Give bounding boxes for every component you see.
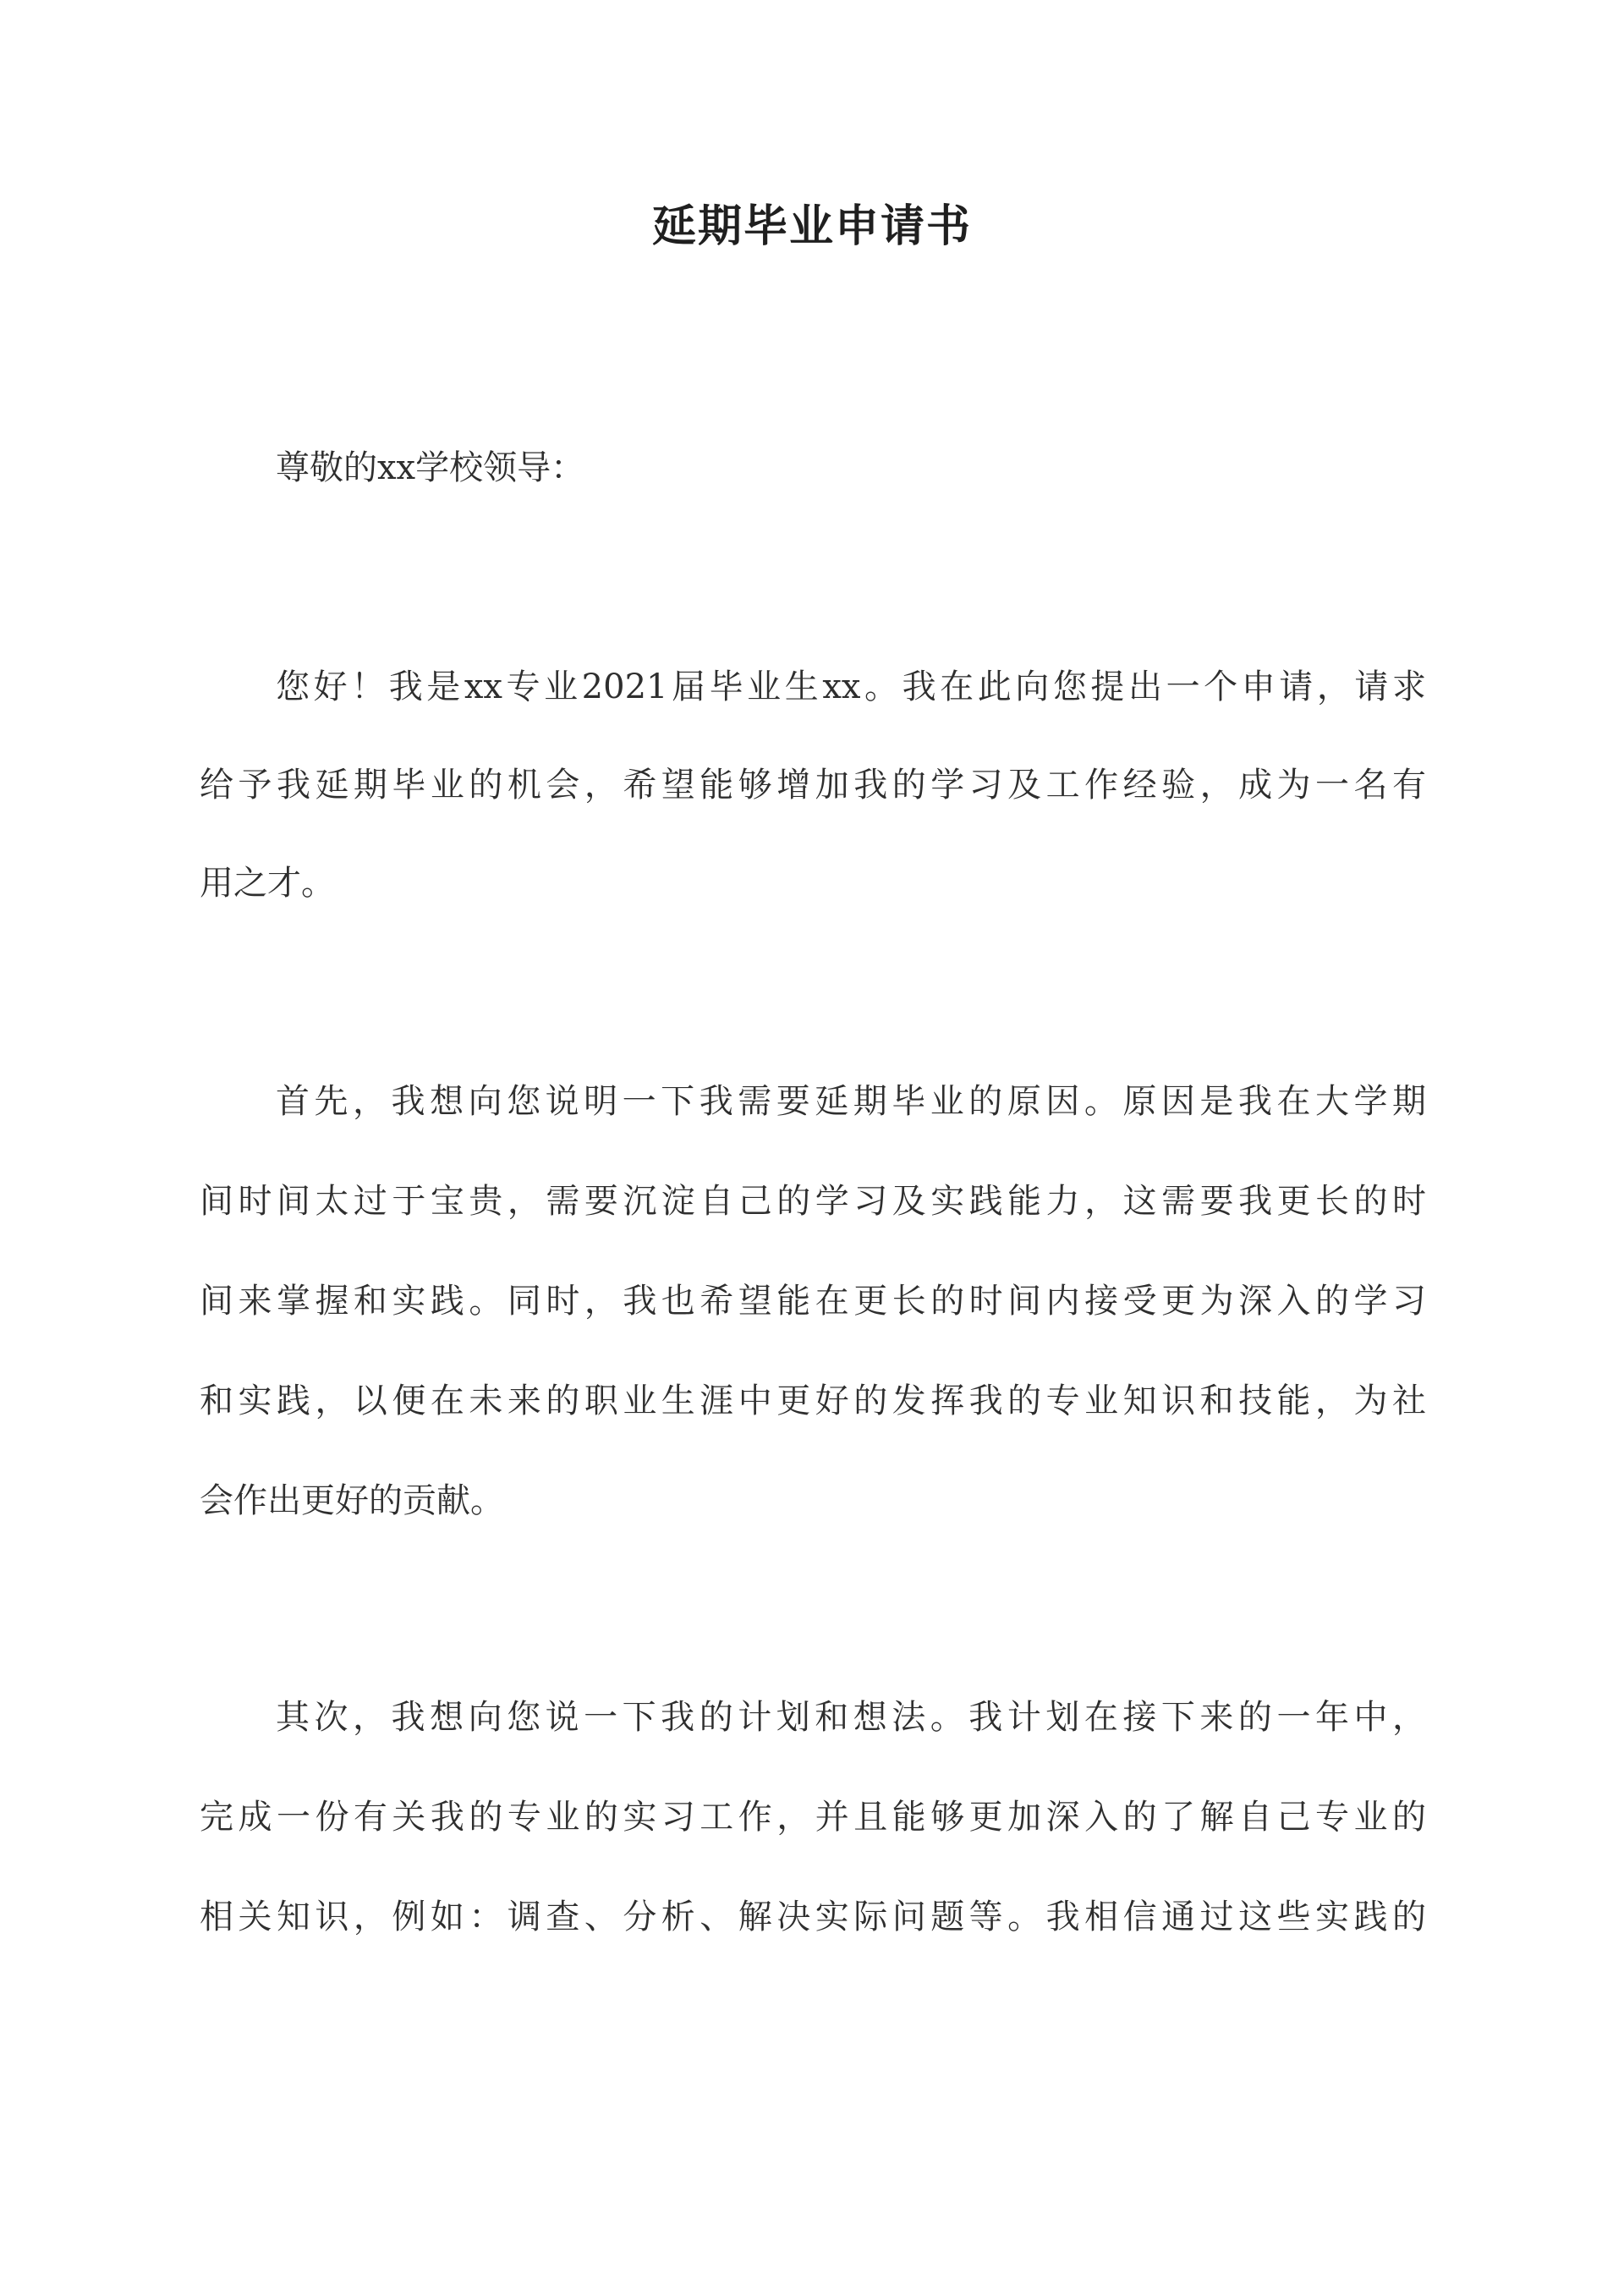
paragraph-2-line-3: 间来掌握和实践。同时，我也希望能在更长的时间内接受更为深入的学习 xyxy=(200,1282,1426,1321)
paragraph-2-line-2: 间时间太过于宝贵，需要沉淀自己的学习及实践能力，这需要我更长的时 xyxy=(200,1182,1426,1221)
paragraph-3-line-1: 其次，我想向您说一下我的计划和想法。我计划在接下来的一年中， xyxy=(276,1698,1426,1737)
paragraph-1-line-2: 给予我延期毕业的机会，希望能够增加我的学习及工作经验，成为一名有 xyxy=(200,766,1426,805)
salutation: 尊敬的xx学校领导： xyxy=(276,448,585,487)
paragraph-3-line-3: 相关知识，例如：调查、分析、解决实际问题等。我相信通过这些实践的 xyxy=(200,1898,1426,1936)
paragraph-2-line-1: 首先，我想向您说明一下我需要延期毕业的原因。原因是我在大学期 xyxy=(276,1082,1426,1121)
document-title: 延期毕业申请书 xyxy=(651,200,972,252)
paragraph-2-line-5: 会作出更好的贡献。 xyxy=(200,1481,504,1520)
paragraph-1-line-3: 用之才。 xyxy=(200,864,335,903)
paragraph-1-line-1: 您好！我是xx专业2021届毕业生xx。我在此向您提出一个申请，请求 xyxy=(276,667,1426,706)
paragraph-3-line-2: 完成一份有关我的专业的实习工作，并且能够更加深入的了解自己专业的 xyxy=(200,1798,1426,1837)
paragraph-2-line-4: 和实践，以便在未来的职业生涯中更好的发挥我的专业知识和技能，为社 xyxy=(200,1381,1426,1420)
